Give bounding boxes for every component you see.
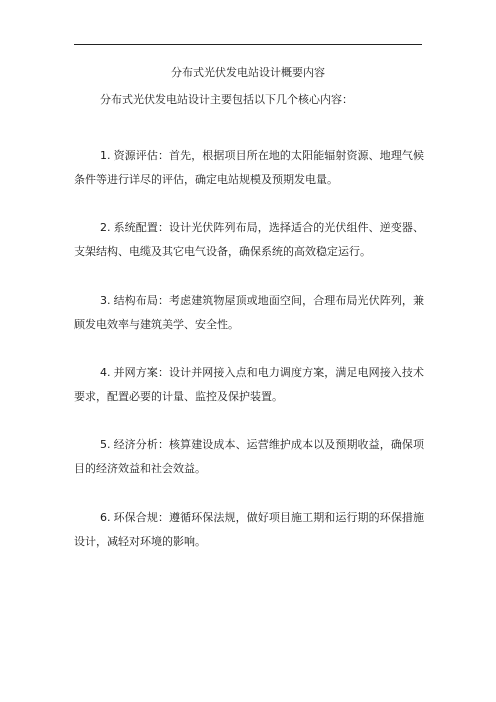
section-resource-assessment xyxy=(74,144,424,192)
section-grid-connection xyxy=(74,361,424,409)
section-structural-layout xyxy=(74,289,424,337)
header-rule xyxy=(74,44,422,45)
section-number: 3. xyxy=(100,294,111,307)
section-economic-analysis xyxy=(74,433,424,481)
section-number: 1. xyxy=(100,149,111,162)
intro-paragraph: 分布式光伏发电站设计主要包括以下几个核心内容： xyxy=(100,93,353,106)
section-number: 4. xyxy=(100,366,111,379)
section-environmental-compliance xyxy=(74,506,424,554)
section-text: 结构布局：考虑建筑物屋顶或地面空间，合理布局光伏阵列，兼顾发电效率与建筑美学、安全性。 xyxy=(74,294,424,331)
section-number: 6. xyxy=(100,511,111,524)
section-text: 经济分析：核算建设成本、运营维护成本以及预期收益，确保项目的经济效益和社会效益。 xyxy=(74,438,424,475)
section-text: 并网方案：设计并网接入点和电力调度方案，满足电网接入技术要求，配置必要的计量、监控及保护装置。 xyxy=(74,366,424,403)
document-title: 分布式光伏发电站设计概要内容 xyxy=(171,66,325,79)
section-system-configuration xyxy=(74,216,424,264)
section-number: 5. xyxy=(100,438,111,451)
section-text: 资源评估：首先，根据项目所在地的太阳能辐射资源、地理气候条件等进行详尽的评估，确定电站规模及预期发电量。 xyxy=(74,149,424,186)
section-number: 2. xyxy=(100,221,111,234)
section-text: 环保合规：遵循环保法规，做好项目施工期和运行期的环保措施设计，减轻对环境的影响。 xyxy=(74,511,424,548)
section-text: 系统配置：设计光伏阵列布局，选择适合的光伏组件、逆变器、支架结构、电缆及其它电气设备，确保系统的高效稳定运行。 xyxy=(74,221,424,258)
